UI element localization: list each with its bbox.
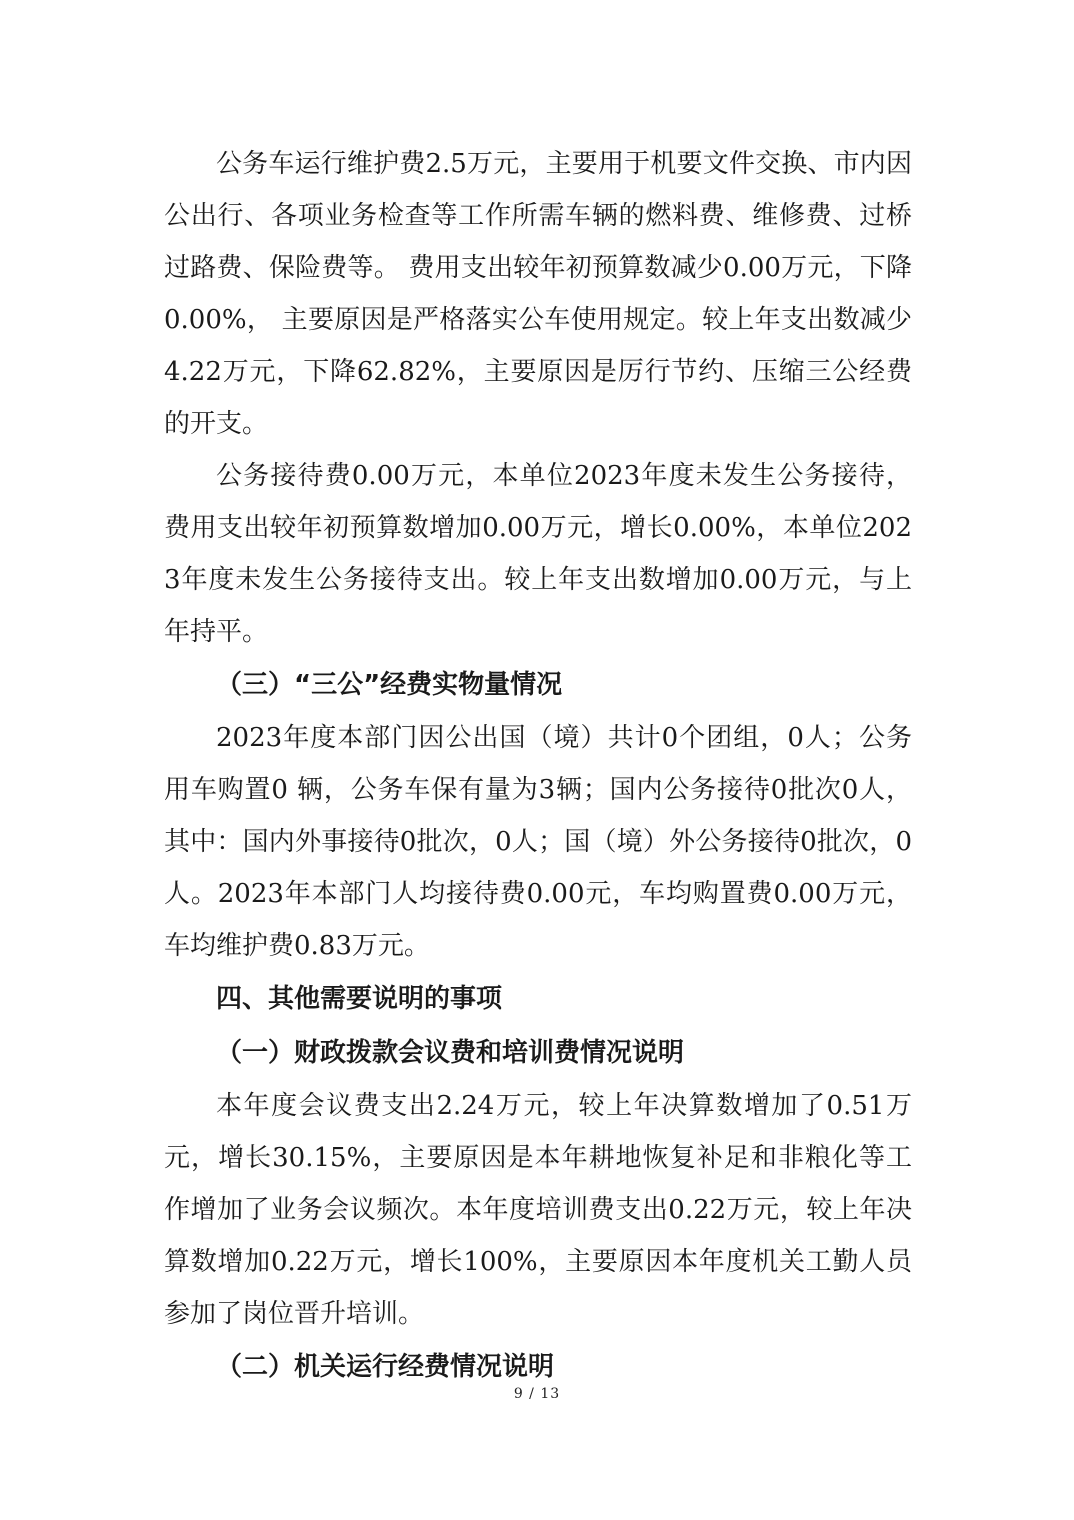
heading-meeting-training-fees: （一）财政拨款会议费和培训费情况说明	[216, 1038, 685, 1068]
section-heading-other-matters: 四、其他需要说明的事项	[216, 984, 503, 1014]
page-number: 9 / 13	[513, 1386, 561, 1402]
document-body	[164, 138, 912, 1394]
paragraph-meeting-training-fees: 本年度会议费支出2.24万元，较上年决算数增加了0.51万元，增长30.15%，主要原因是本年耕地恢复补足和非粮化等工作增加了业务会议频次。本年度培训费支出0.22万元，较上年决算数增加0.22万元，增长100%，主要原因本年度机关工勤人员参加了岗位晋升培训。	[164, 1091, 912, 1329]
paragraph-vehicle-maintenance: 公务车运行维护费2.5万元，主要用于机要文件交换、市内因公出行、各项业务检查等工作所需车辆的燃料费、维修费、过桥过路费、保险费等。 费用支出较年初预算数减少0.00万元，下降0.00%， 主要原因是严格落实公车使用规定。较上年支出数减少4.22万元，下降62.82%，主要原因是厉行节约、压缩三公经费的开支。	[164, 149, 912, 439]
heading-operating-expenses: （二）机关运行经费情况说明	[216, 1352, 555, 1382]
heading-physical-quantity: （三）“三公”经费实物量情况	[216, 670, 563, 700]
paragraph-official-reception: 公务接待费0.00万元，本单位2023年度未发生公务接待，费用支出较年初预算数增加0.00万元，增长0.00%，本单位2023年度未发生公务接待支出。较上年支出数增加0.00万元，与上年持平。	[164, 461, 912, 647]
paragraph-physical-quantity: 2023年度本部门因公出国（境）共计0个团组，0人；公务用车购置0 辆，公务车保有量为3辆；国内公务接待0批次0人，其中：国内外事接待0批次，0人；国（境）外公务接待0批次，0人。2023年本部门人均接待费0.00元，车均购置费0.00万元，车均维护费0.83万元。	[164, 723, 912, 961]
